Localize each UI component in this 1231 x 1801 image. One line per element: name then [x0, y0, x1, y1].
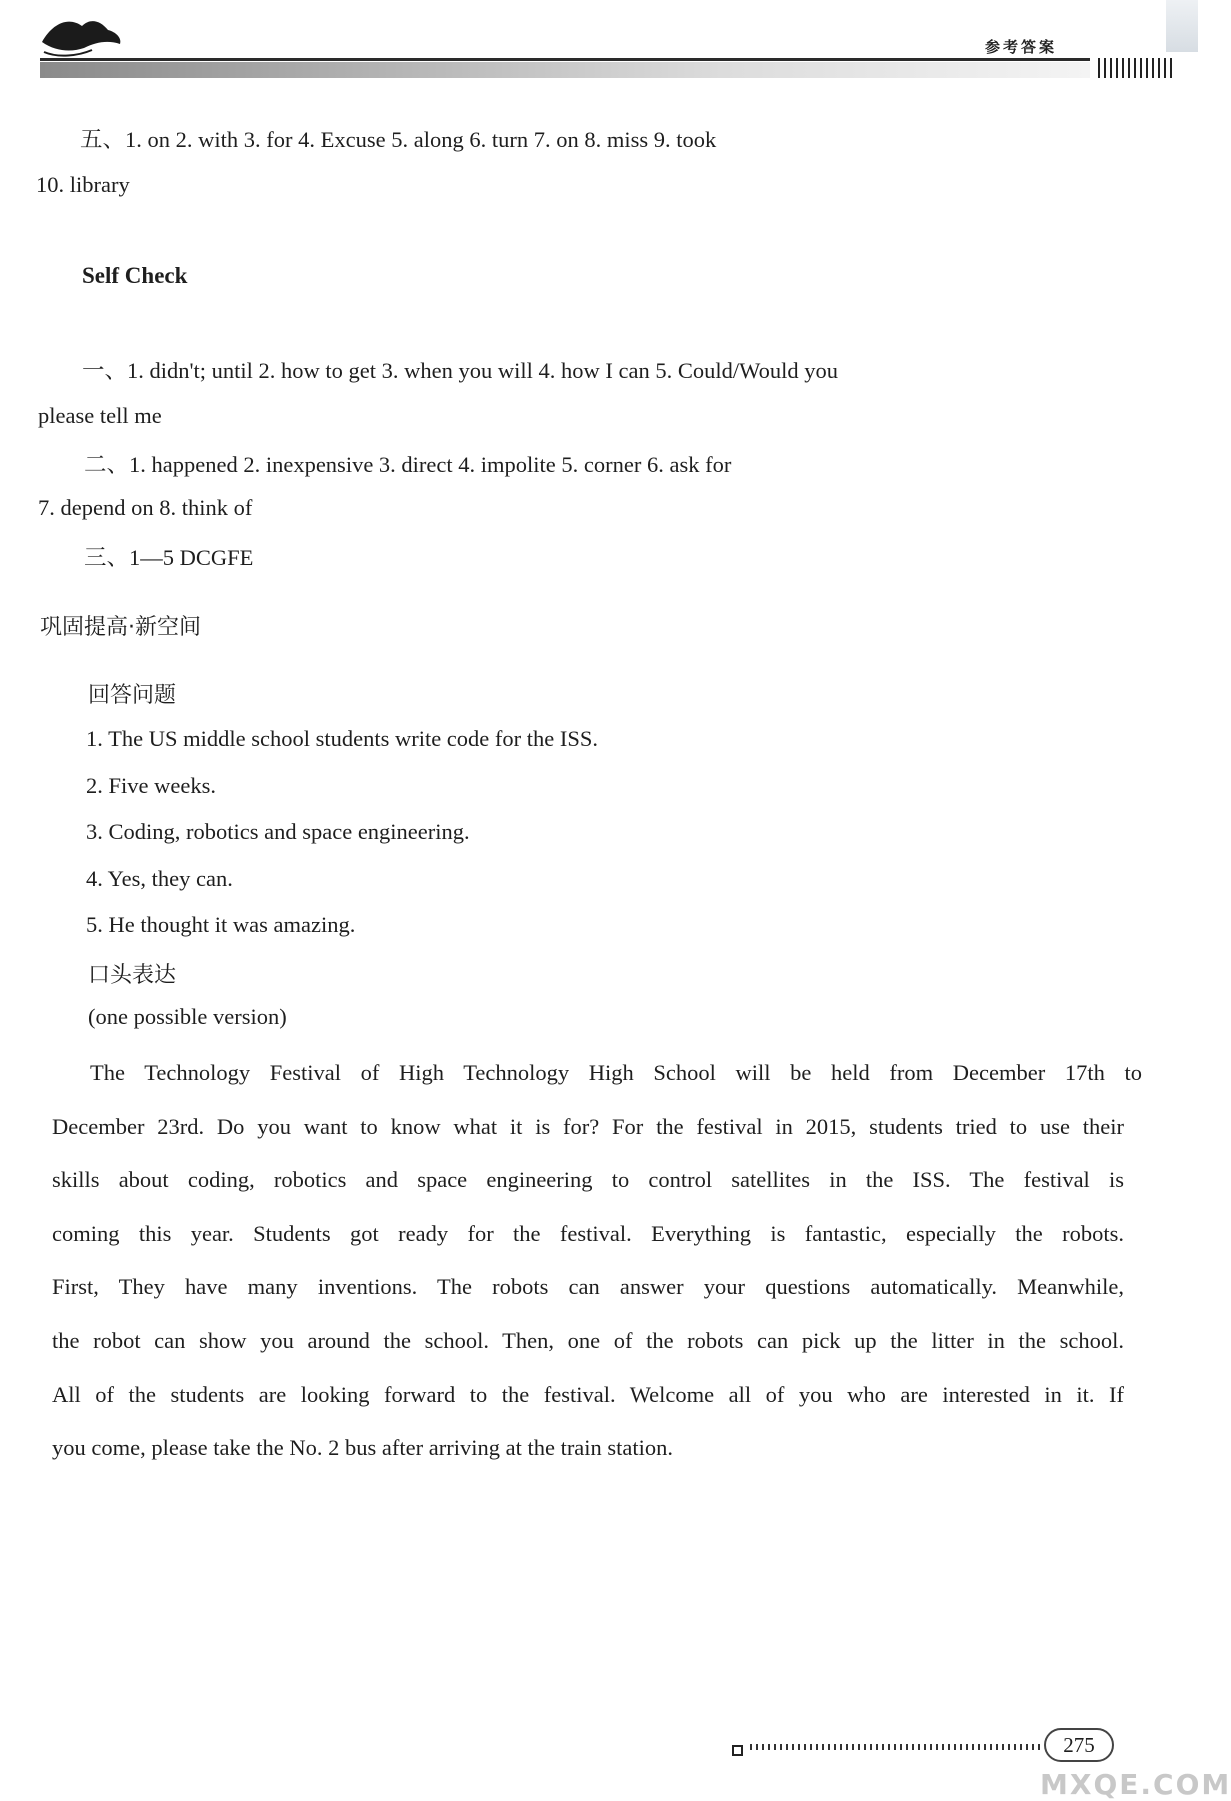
section-title: 巩固提高·新空间	[40, 615, 201, 640]
bird-logo-icon	[38, 12, 124, 60]
qa-heading: 回答问题	[88, 683, 177, 708]
qa-answer-1: 1. The US middle school students write code for the ISS.	[86, 726, 599, 751]
essay-paragraph	[52, 1046, 1142, 1475]
essay-line: The Technology Festival of High Technology High School will be held from December 17th to	[90, 1060, 1142, 1085]
watermark: MXQE.COM	[1040, 1768, 1231, 1801]
answer-line-s5-1: 五、1. on 2. with 3. for 4. Excuse 5. along 6. turn 7. on 8. miss 9. took	[80, 127, 717, 152]
version-note: (one possible version)	[88, 1004, 287, 1029]
qa-answer-2: 2. Five weeks.	[86, 773, 216, 798]
essay-line: you come, please take the No. 2 bus after arriving at the train station.	[52, 1435, 674, 1461]
essay-line: December 23rd. Do you want to know what it is for? For the festival in 2015, students tried to use their	[52, 1113, 1124, 1139]
essay-line: First, They have many inventions. The robots can answer your questions automatically. Meanwhile,	[52, 1274, 1124, 1300]
essay-line: skills about coding, robotics and space engineering to control satellites in the ISS. The festival is	[52, 1167, 1124, 1193]
answer-line-sc3-1: 三、1—5 DCGFE	[84, 545, 254, 570]
header-gradient-band	[40, 62, 1090, 78]
answer-line-sc1-1: 一、1. didn't; until 2. how to get 3. when you will 4. how I can 5. Could/Would you	[82, 358, 838, 383]
footer-dotted-leader	[750, 1744, 1042, 1750]
answer-line-sc2-1: 二、1. happened 2. inexpensive 3. direct 4. impolite 5. corner 6. ask for	[84, 452, 732, 477]
qa-answer-5: 5. He thought it was amazing.	[86, 912, 356, 937]
page-number: 275	[1044, 1728, 1114, 1762]
qa-answer-3: 3. Coding, robotics and space engineering.	[86, 819, 470, 844]
header-rule	[40, 58, 1090, 61]
essay-line: coming this year. Students got ready for the festival. Everything is fantastic, especially the robots.	[52, 1220, 1124, 1246]
oral-heading: 口头表达	[88, 963, 177, 988]
self-check-heading: Self Check	[82, 263, 188, 288]
header-title: 参考答案	[985, 38, 1058, 56]
page-edge-tab	[1166, 0, 1198, 52]
essay-line: All of the students are looking forward to the festival. Welcome all of you who are interested in it. If	[52, 1381, 1124, 1407]
qa-answer-4: 4. Yes, they can.	[86, 866, 233, 891]
essay-line: the robot can show you around the school. Then, one of the robots can pick up the litter in the school.	[52, 1327, 1124, 1353]
answer-line-sc1-2: please tell me	[38, 403, 162, 428]
answer-line-s5-2: 10. library	[36, 172, 130, 197]
header-tick-marks	[1098, 58, 1176, 78]
answer-line-sc2-2: 7. depend on 8. think of	[38, 495, 253, 520]
footer-square-icon	[732, 1745, 743, 1756]
